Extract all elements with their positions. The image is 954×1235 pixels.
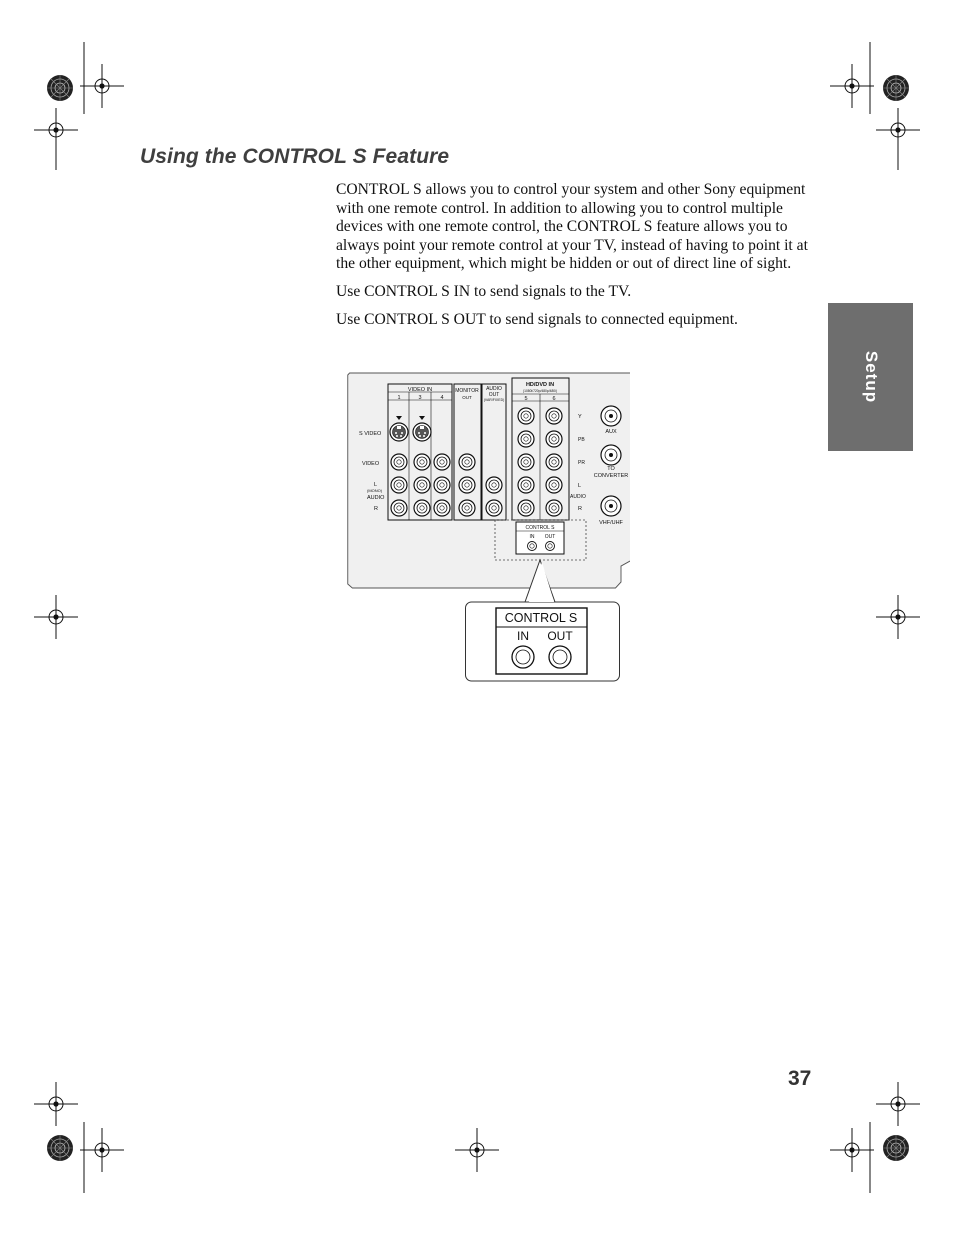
monitor-out-label: MONITOR xyxy=(455,388,479,394)
pb-label: PB xyxy=(578,437,585,443)
aux-label: AUX xyxy=(605,429,617,435)
vhf-uhf-label: VHF/UHF xyxy=(599,520,623,526)
hd-number-6: 6 xyxy=(552,396,556,402)
control-s-in-paragraph: Use CONTROL S IN to send signals to the TV. xyxy=(336,282,632,300)
mono-label: (MONO) xyxy=(367,488,383,493)
intro-paragraph: CONTROL S allows you to control your system and other Sony equipment with one remote control. In addition to allowing you to control multiple devices with one remote control, the CONTROL S feature allows you to always point your remote control at your TV, instead of having to point it at the other equipment, which might be hidden or out of direct line of sight. xyxy=(336,181,808,273)
jack-number-3: 3 xyxy=(418,395,422,401)
converter-label: CONVERTER xyxy=(593,473,629,479)
left-audio-label: AUDIO xyxy=(367,495,385,501)
control-s-small-in: IN xyxy=(529,534,535,540)
page-title: Using the CONTROL S Feature xyxy=(140,145,450,168)
audio-out-label: AUDIO xyxy=(486,386,502,392)
control-s-zoom-out: OUT xyxy=(547,629,573,643)
right-audio-label: AUDIO xyxy=(570,494,586,500)
right-l-label: L xyxy=(578,483,582,489)
video-label: VIDEO xyxy=(362,461,380,467)
control-s-callout xyxy=(465,560,625,685)
control-s-small-out: OUT xyxy=(544,534,556,540)
control-s-zoom-label: CONTROL S xyxy=(504,611,578,625)
page-number: 37 xyxy=(788,1067,812,1090)
audio-out-sub2: (VAR/FIXED) xyxy=(483,398,505,402)
body-text xyxy=(336,181,811,338)
right-r-label: R xyxy=(578,506,582,512)
control-s-in-jack xyxy=(512,646,534,668)
jack-number-1: 1 xyxy=(397,395,401,401)
video-in-label: VIDEO IN xyxy=(407,387,433,393)
hd-dvd-sub-label: (1080i/720p/480p/480i) xyxy=(523,389,557,393)
pr-label: PR xyxy=(578,460,585,466)
control-s-out-paragraph: Use CONTROL S OUT to send signals to connected equipment. xyxy=(336,310,738,328)
hd-dvd-in-label: HD/DVD IN xyxy=(525,382,555,388)
control-s-small-label: CONTROL S xyxy=(525,525,555,531)
control-s-out-jack xyxy=(549,646,571,668)
y-label: Y xyxy=(578,414,582,420)
monitor-out-sub: OUT xyxy=(462,395,472,400)
hd-number-5: 5 xyxy=(524,396,528,402)
left-r-label: R xyxy=(374,506,378,512)
to-label: TO xyxy=(607,466,615,472)
left-l-label: L xyxy=(374,482,378,488)
s-video-label: S VIDEO xyxy=(359,431,382,437)
control-s-zoom-in: IN xyxy=(517,629,529,643)
jack-number-4: 4 xyxy=(440,395,444,401)
audio-out-sub: OUT xyxy=(488,392,500,398)
section-tab-label: Setup xyxy=(861,350,881,404)
section-tab xyxy=(828,303,913,451)
